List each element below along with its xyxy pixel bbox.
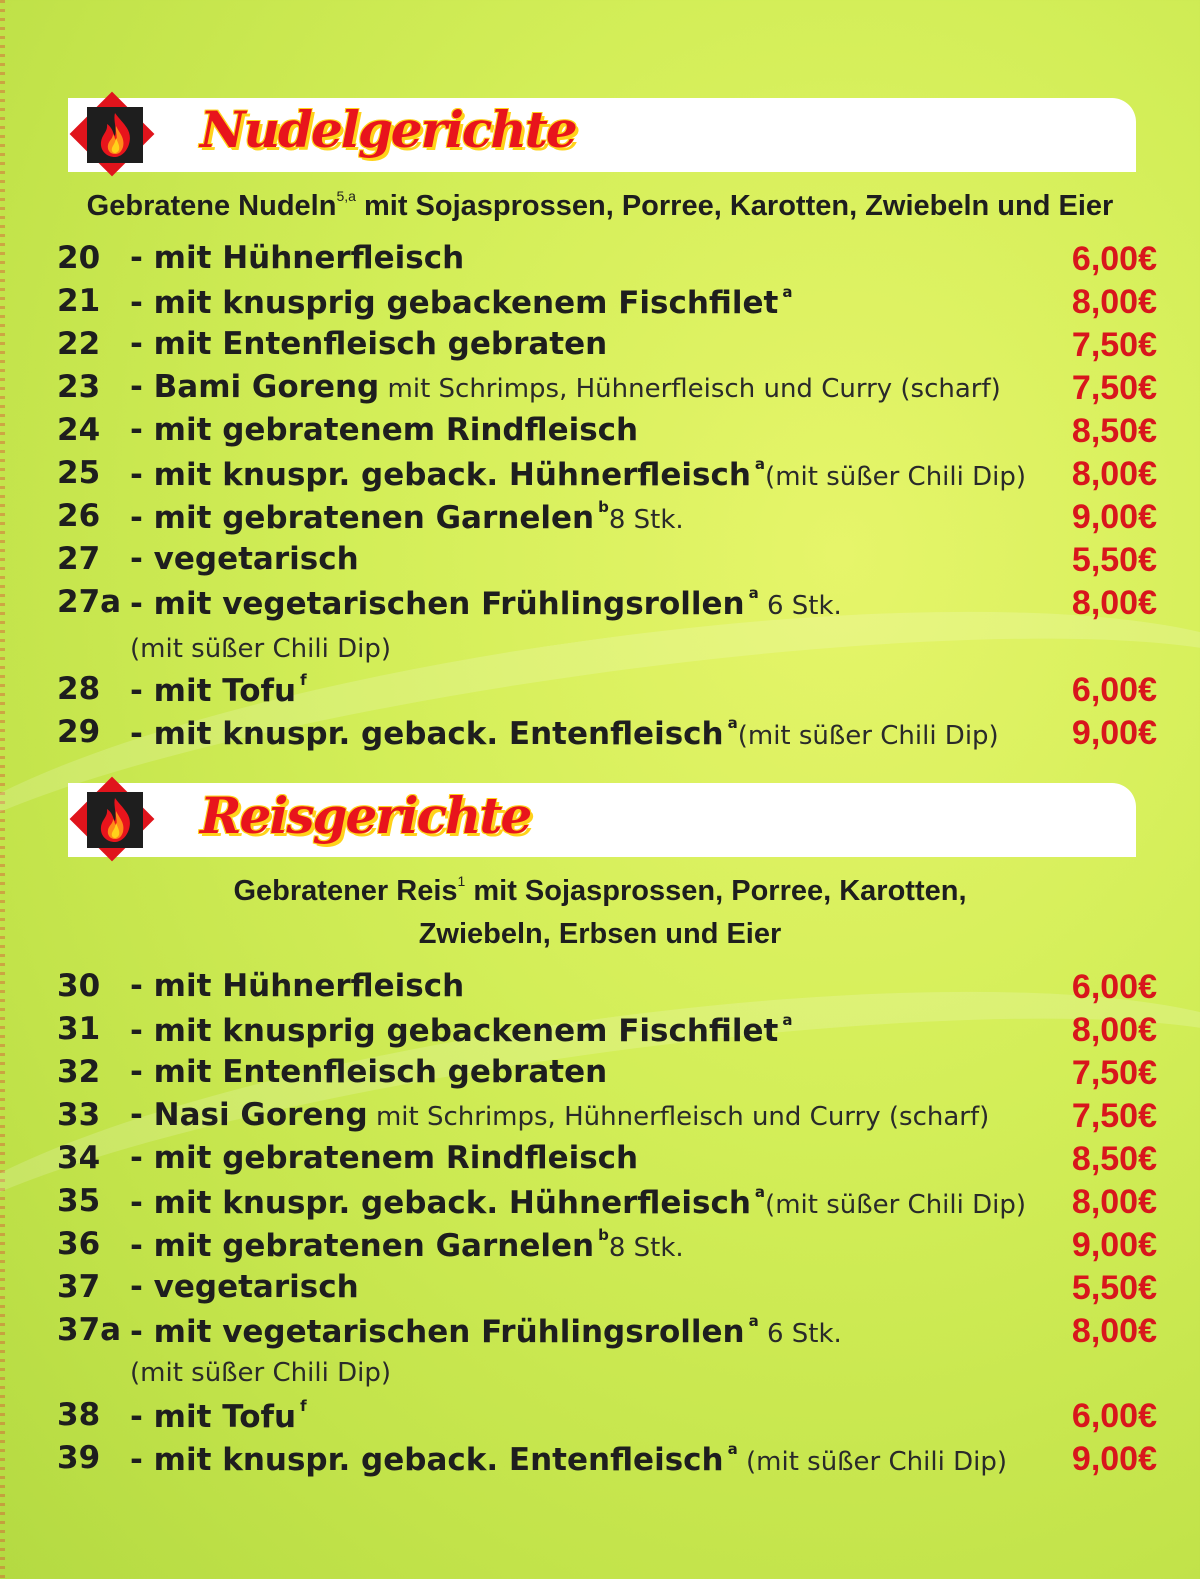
allergen-mark: a	[727, 714, 738, 732]
item-extra: 8 Stk.	[608, 1233, 684, 1263]
item-number: 28	[57, 671, 101, 707]
menu-item	[0, 1226, 1200, 1266]
item-number: 34	[57, 1140, 101, 1176]
item-number: 22	[57, 326, 101, 362]
item-price: 6,00€	[1071, 671, 1157, 709]
menu-item	[0, 369, 1200, 409]
menu-item	[0, 412, 1200, 452]
item-name: - mit knuspr. geback. Hühnerfleisch $^a$(mit süßer Chili Dip)	[130, 1183, 1027, 1221]
menu-item	[0, 1397, 1200, 1437]
item-name: - mit vegetarischen Frühlingsrollen $^a$ 6 Stk.	[130, 1312, 842, 1350]
item-extra: (mit süßer Chili Dip)	[737, 1447, 1007, 1477]
allergen-mark: a	[727, 1440, 738, 1458]
intro-text: Gebratener Reis	[233, 875, 458, 907]
item-price: 7,50€	[1071, 326, 1157, 364]
item-price: 6,00€	[1071, 1397, 1157, 1435]
menu-item	[0, 1312, 1200, 1352]
item-name: - mit knusprig gebackenem Fischfilet $^a$	[130, 1011, 793, 1049]
item-name: - vegetarisch	[130, 1269, 359, 1305]
flame-icon	[91, 795, 139, 845]
item-extra: 6 Stk.	[758, 591, 842, 621]
section-badge	[72, 779, 154, 861]
item-name: - Nasi Goreng mit Schrimps, Hühnerfleisch und Curry (scharf)	[130, 1097, 990, 1133]
allergen-mark: a	[748, 1312, 759, 1330]
item-number: 33	[57, 1097, 101, 1133]
item-name: - mit gebratenem Rindfleisch	[130, 1140, 639, 1176]
item-price: 8,50€	[1071, 1140, 1157, 1178]
item-name: - vegetarisch	[130, 541, 359, 577]
item-number: 37	[57, 1269, 101, 1305]
menu-item	[0, 1054, 1200, 1094]
allergen-mark: a	[748, 584, 759, 602]
section-title: Nudelgerichte	[200, 100, 576, 159]
menu-item	[0, 1440, 1200, 1480]
menu-item	[0, 455, 1200, 495]
flame-icon	[91, 110, 139, 160]
item-number: 35	[57, 1183, 101, 1219]
item-number: 27	[57, 541, 101, 577]
allergen-mark: b	[598, 1226, 609, 1244]
item-price: 9,00€	[1071, 1440, 1157, 1478]
menu-item	[0, 541, 1200, 581]
item-extra: 6 Stk.	[758, 1319, 842, 1349]
item-extra: (mit süßer Chili Dip)	[737, 721, 999, 751]
item-name: - mit Tofu $^f$	[130, 1397, 307, 1435]
allergen-mark: f	[300, 1397, 307, 1415]
item-price: 9,00€	[1071, 1226, 1157, 1264]
item-price: 7,50€	[1071, 1097, 1157, 1135]
item-number: 31	[57, 1011, 101, 1047]
menu-item	[0, 968, 1200, 1008]
menu-item	[0, 1011, 1200, 1051]
item-price: 9,00€	[1071, 498, 1157, 536]
item-number: 27a	[57, 584, 122, 620]
item-note: (mit süßer Chili Dip)	[130, 1358, 391, 1388]
intro-text: mit Sojasprossen, Porree, Karotten, Zwiebeln und Eier	[355, 190, 1114, 222]
allergen-mark: f	[300, 671, 307, 689]
item-note: (mit süßer Chili Dip)	[130, 634, 391, 664]
item-name: - mit knuspr. geback. Hühnerfleisch $^a$(mit süßer Chili Dip)	[130, 455, 1027, 493]
item-price: 8,00€	[1071, 584, 1157, 622]
menu-item	[0, 584, 1200, 624]
section-title: Reisgerichte	[200, 786, 531, 845]
item-extra: mit Schrimps, Hühnerfleisch und Curry (scharf)	[379, 374, 1001, 404]
item-name: - mit knuspr. geback. Entenfleisch $^a$ (mit süßer Chili Dip)	[130, 1440, 1007, 1478]
item-price: 6,00€	[1071, 968, 1157, 1006]
menu-item	[0, 1140, 1200, 1180]
item-extra: mit Schrimps, Hühnerfleisch und Curry (scharf)	[367, 1102, 990, 1132]
menu-item	[0, 1097, 1200, 1137]
item-name: - mit Hühnerfleisch	[130, 968, 465, 1004]
item-name: - mit Tofu $^f$	[130, 671, 307, 709]
item-number: 21	[57, 283, 101, 319]
item-number: 37a	[57, 1312, 122, 1348]
item-price: 7,50€	[1071, 369, 1157, 407]
item-price: 8,50€	[1071, 412, 1157, 450]
item-number: 30	[57, 968, 101, 1004]
item-price: 6,00€	[1071, 240, 1157, 278]
menu-item	[0, 1269, 1200, 1309]
item-number: 25	[57, 455, 101, 491]
item-price: 8,00€	[1071, 1183, 1157, 1221]
item-price: 8,00€	[1071, 283, 1157, 321]
item-name: - mit Entenfleisch gebraten	[130, 1054, 608, 1090]
section-intro	[0, 188, 1200, 223]
menu-item	[0, 498, 1200, 538]
item-price: 8,00€	[1071, 1011, 1157, 1049]
menu-item	[0, 240, 1200, 280]
allergen-mark: a	[782, 1011, 793, 1029]
item-number: 39	[57, 1440, 101, 1476]
item-number: 36	[57, 1226, 101, 1262]
item-number: 38	[57, 1397, 101, 1433]
intro-footnote: 5,a	[336, 188, 356, 204]
menu-item	[0, 1183, 1200, 1223]
item-name: - mit Hühnerfleisch	[130, 240, 465, 276]
item-name: - mit Entenfleisch gebraten	[130, 326, 608, 362]
item-price: 9,00€	[1071, 714, 1157, 752]
menu-item	[0, 326, 1200, 366]
item-name: - mit gebratenen Garnelen $^b$8 Stk.	[130, 1226, 684, 1264]
section-badge	[72, 94, 154, 176]
item-number: 23	[57, 369, 101, 405]
item-name: - mit vegetarischen Frühlingsrollen $^a$ 6 Stk.	[130, 584, 842, 622]
item-name: - mit gebratenem Rindfleisch	[130, 412, 639, 448]
intro-text: mit Sojasprossen, Porree, Karotten,	[465, 875, 967, 907]
item-extra: (mit süßer Chili Dip)	[765, 1190, 1027, 1220]
allergen-mark: a	[782, 283, 793, 301]
allergen-mark: a	[754, 1183, 766, 1201]
item-name: - mit gebratenen Garnelen $^b$8 Stk.	[130, 498, 684, 536]
allergen-mark: a	[754, 455, 766, 473]
item-number: 32	[57, 1054, 101, 1090]
item-name: - mit knuspr. geback. Entenfleisch $^a$(mit süßer Chili Dip)	[130, 714, 999, 752]
item-number: 24	[57, 412, 101, 448]
item-extra: (mit süßer Chili Dip)	[765, 462, 1027, 492]
section-intro	[0, 873, 1200, 908]
item-price: 8,00€	[1071, 455, 1157, 493]
item-price: 5,50€	[1071, 541, 1157, 579]
intro-text: Gebratene Nudeln	[86, 190, 337, 222]
item-price: 5,50€	[1071, 1269, 1157, 1307]
allergen-mark: b	[598, 498, 609, 516]
item-extra: 8 Stk.	[608, 505, 684, 535]
item-number: 20	[57, 240, 101, 276]
section-intro-line2: Zwiebeln, Erbsen und Eier	[418, 918, 782, 950]
menu-item	[0, 283, 1200, 323]
item-name: - Bami Goreng mit Schrimps, Hühnerfleisch und Curry (scharf)	[130, 369, 1001, 405]
item-number: 26	[57, 498, 101, 534]
item-name: - mit knusprig gebackenem Fischfilet $^a$	[130, 283, 793, 321]
item-number: 29	[57, 714, 101, 750]
menu-item	[0, 714, 1200, 754]
item-price: 8,00€	[1071, 1312, 1157, 1350]
intro-footnote: 1	[457, 873, 466, 889]
item-price: 7,50€	[1071, 1054, 1157, 1092]
menu-item	[0, 671, 1200, 711]
